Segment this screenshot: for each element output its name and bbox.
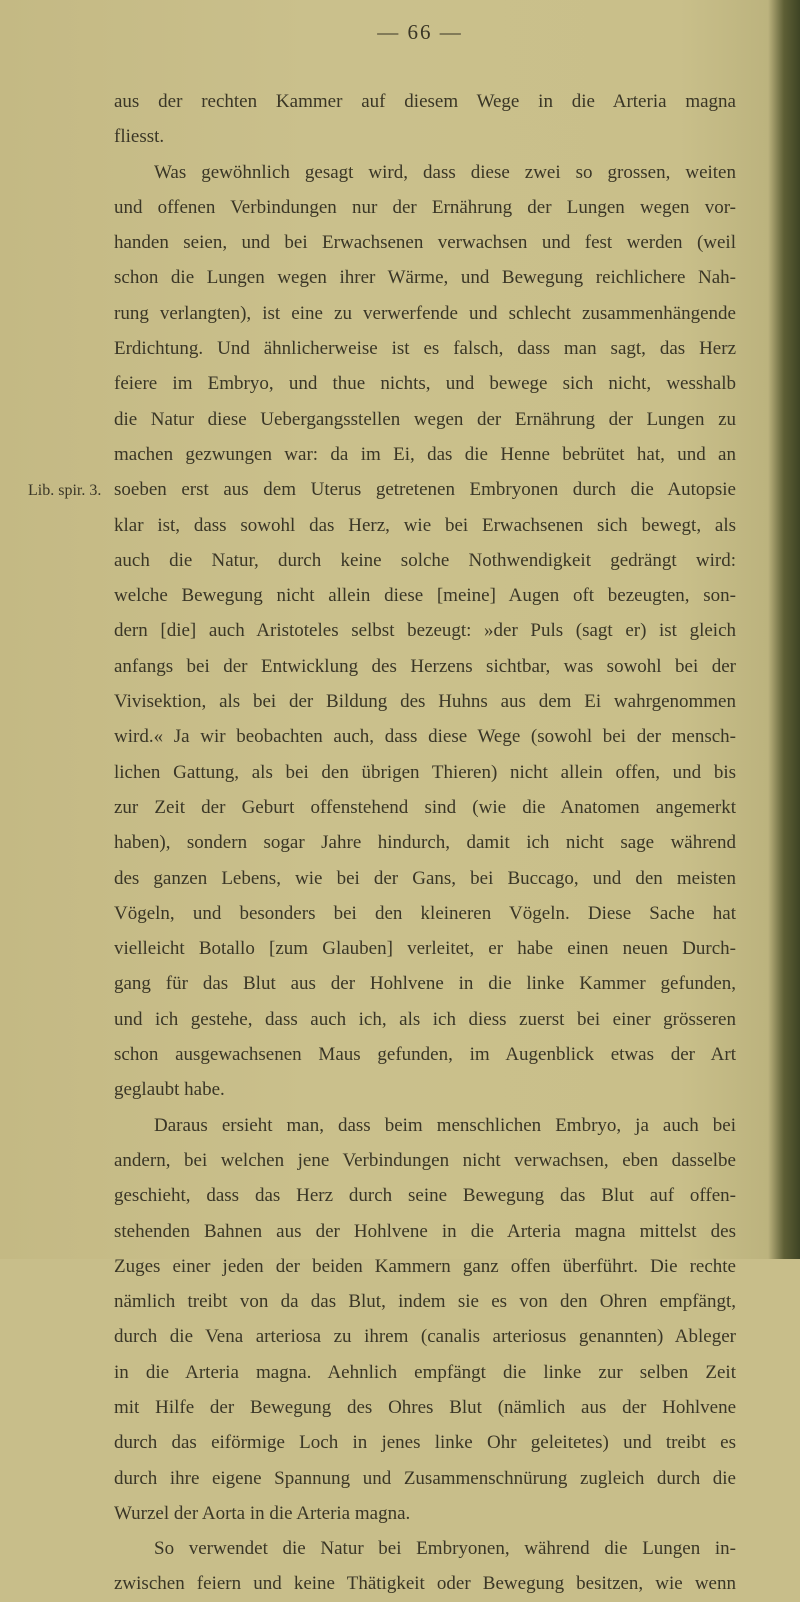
text-line: Was gewöhnlich gesagt wird, dass diese zwei so grossen, weiten [154, 161, 736, 183]
page-number: — 66 — [377, 20, 463, 44]
text-line: geschieht, dass das Herz durch seine Bewegung das Blut auf offen- [114, 1185, 736, 1207]
text-line: nämlich treibt von da das Blut, indem sie es von den Ohren empfängt, [114, 1291, 736, 1313]
text-line: zwischen feiern und keine Thätigkeit oder Bewegung besitzen, wie wenn [114, 1573, 736, 1595]
text-line: aus der rechten Kammer auf diesem Wege in die Arteria magna [114, 91, 736, 112]
text-line: und ich gestehe, dass auch ich, als ich diess zuerst bei einer grösseren [114, 1008, 736, 1030]
text-line: durch die Vena arteriosa zu ihrem (canalis arteriosus genannten) Ableger [114, 1326, 736, 1348]
text-line: durch das eiförmige Loch in jenes linke Ohr geleitetes) und treibt es [114, 1432, 736, 1454]
text-line: rung verlangten), ist eine zu verwerfende und schlecht zusammenhängende [114, 302, 736, 324]
text-line: So verwendet die Natur bei Embryonen, während die Lungen in- [154, 1538, 736, 1560]
text-line: schon ausgewachsenen Maus gefunden, im Augenblick etwas der Art [114, 1044, 736, 1066]
text-line: in die Arteria magna. Aehnlich empfängt die linke zur selben Zeit [114, 1361, 736, 1383]
text-line: des ganzen Lebens, wie bei der Gans, bei Buccago, und den meisten [114, 867, 736, 889]
text-line: machen gezwungen war: da im Ei, das die Henne bebrütet hat, und an [114, 443, 736, 465]
text-line: stehenden Bahnen aus der Hohlvene in die Arteria magna mittelst des [114, 1220, 736, 1242]
text-line: Vivisektion, als bei der Bildung des Huhns aus dem Ei wahrgenommen [114, 691, 736, 713]
text-line: schon die Lungen wegen ihrer Wärme, und Bewegung reichlichere Nah- [114, 267, 736, 289]
text-line: Zuges einer jeden der beiden Kammern ganz offen überführt. Die rechte [114, 1255, 736, 1277]
text-line: feiere im Embryo, und thue nichts, und bewege sich nicht, wesshalb [114, 373, 736, 395]
text-line: dern [die] auch Aristoteles selbst bezeugt: »der Puls (sagt er) ist gleich [114, 620, 736, 642]
text-line: Wurzel der Aorta in die Arteria magna. [114, 1502, 411, 1524]
text-line: durch ihre eigene Spannung und Zusammenschnürung zugleich durch die [114, 1467, 736, 1489]
text-line: klar ist, dass sowohl das Herz, wie bei Erwachsenen sich bewegt, als [114, 514, 736, 536]
text-line: die Natur diese Uebergangsstellen wegen der Ernährung der Lungen zu [114, 408, 736, 430]
text-line: welche Bewegung nicht allein diese [meine] Augen oft bezeugten, son- [114, 585, 736, 607]
text-line: mit Hilfe der Bewegung des Ohres Blut (nämlich aus der Hohlvene [114, 1396, 736, 1418]
text-line: wird.« Ja wir beobachten auch, dass diese Wege (sowohl bei der mensch- [114, 726, 736, 748]
text-line: und offenen Verbindungen nur der Ernährung der Lungen wegen vor- [114, 196, 736, 218]
body-text [114, 84, 736, 1602]
text-line: anfangs bei der Entwicklung des Herzens sichtbar, was sowohl bei der [114, 655, 736, 677]
text-line: zur Zeit der Geburt offenstehend sind (wie die Anatomen angemerkt [114, 796, 736, 818]
text-line: geglaubt habe. [114, 1079, 225, 1101]
text-line: vielleicht Botallo [zum Glauben] verleitet, er habe einen neuen Durch- [114, 938, 736, 960]
text-line: fliesst. [114, 126, 165, 148]
text-line: soeben erst aus dem Uterus getretenen Embryonen durch die Autopsie [114, 479, 736, 501]
text-line: Erdichtung. Und ähnlicherweise ist es falsch, dass man sagt, das Herz [114, 338, 736, 360]
text-line: handen seien, und bei Erwachsenen verwachsen und fest werden (weil [114, 232, 736, 254]
margin-note: Lib. spir. 3. [28, 482, 102, 499]
text-line: haben), sondern sogar Jahre hindurch, damit ich nicht sage während [114, 832, 736, 854]
text-line: auch die Natur, durch keine solche Nothwendigkeit gedrängt wird: [114, 549, 736, 571]
text-line: Daraus ersieht man, dass beim menschlichen Embryo, ja auch bei [154, 1114, 736, 1136]
text-line: andern, bei welchen jene Verbindungen nicht verwachsen, eben dasselbe [114, 1149, 736, 1171]
text-line: gang für das Blut aus der Hohlvene in die linke Kammer gefunden, [114, 973, 736, 995]
text-line: lichen Gattung, als bei den übrigen Thieren) nicht allein offen, und bis [114, 761, 736, 783]
text-line: Vögeln, und besonders bei den kleineren Vögeln. Diese Sache hat [114, 902, 736, 924]
